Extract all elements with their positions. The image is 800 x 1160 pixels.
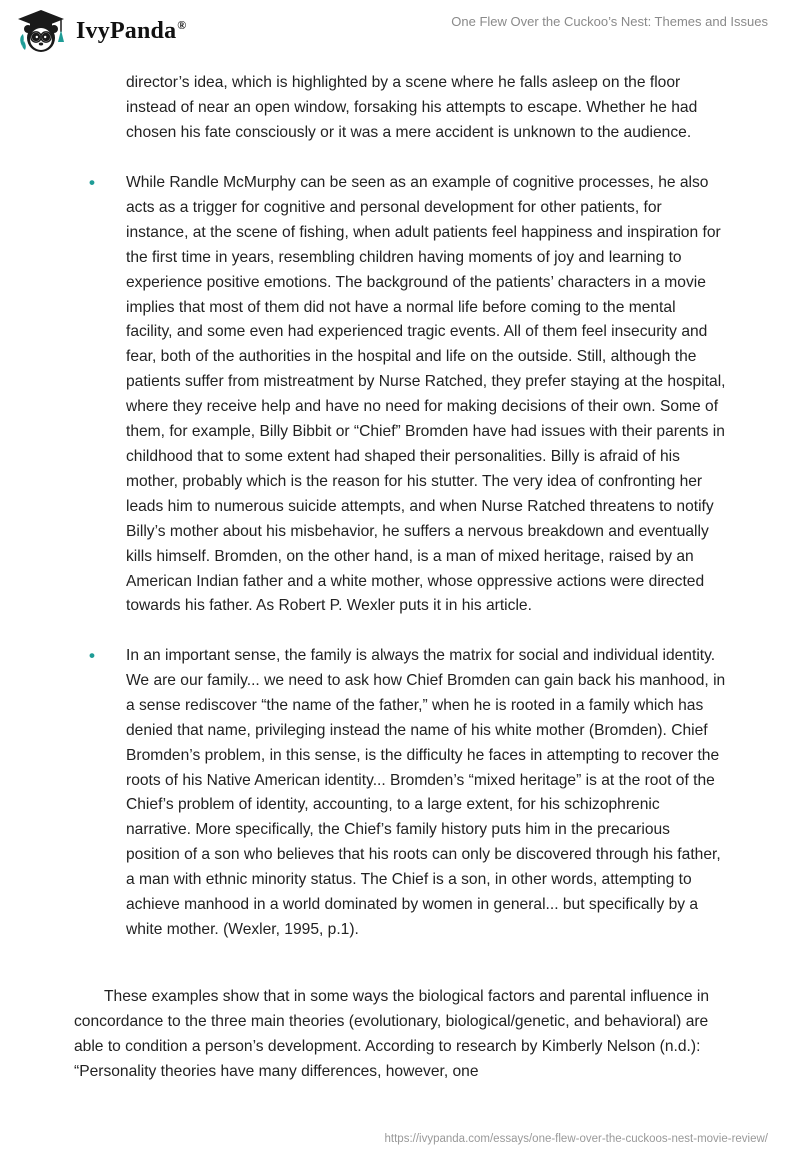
page-header bbox=[0, 0, 800, 62]
brand-name: IvyPanda® bbox=[76, 17, 187, 44]
source-url[interactable]: https://ivypanda.com/essays/one-flew-over-the-cuckoos-nest-movie-review/ bbox=[384, 1133, 768, 1145]
brand-logo[interactable] bbox=[16, 8, 186, 54]
list-item bbox=[89, 171, 726, 619]
continued-text: director’s idea, which is highlighted by a scene where he falls asleep on the floor instead of near an open window, forsaking his attempts to escape. Whether he had chosen his fate consciously or it was a mere accident is unknown to the audience. bbox=[126, 74, 698, 141]
panda-graduate-logo-icon bbox=[16, 8, 66, 54]
body-paragraph: These examples show that in some ways the biological factors and parental influence in concordance to the three main theories (evolutionary, biological/genetic, and behavioral) are able to condition a person’s development. According to research by Kimberly Nelson (n.d.): “Personality theories have many differences, however, one bbox=[74, 988, 710, 1080]
document-title: One Flew Over the Cuckoo’s Nest: Themes and Issues bbox=[451, 14, 768, 29]
bullet-icon: • bbox=[89, 646, 95, 665]
list-item-text: In an important sense, the family is always the matrix for social and individual identity. We are our family... we need to ask how Chief Bromden can gain back his manhood, in a sense rediscover “the name of the father,” when he is rooted in a family which has denied that name, privileging instead the name of his white mother (Bromden). Chief Bromden’s problem, in this sense, is the difficulty he faces in attempting to recover the roots of his Native American identity... Bromden’s “mixed heritage” is at the root of the Chief’s problem of identity, accounting, to a large extent, for his schizophrenic narrative. More specifically, the Chief’s family history puts him in the precarious position of a son who believes that his roots can only be discovered through his father, a man with ethnic minority status. The Chief is a son, in other words, attempting to achieve manhood in a world dominated by women in general... but specifically by a white mother. (Wexler, 1995, p.1). bbox=[126, 647, 726, 938]
list-item bbox=[89, 644, 726, 943]
list-item-text: While Randle McMurphy can be seen as an example of cognitive processes, he also acts as a trigger for cognitive and personal development for other patients, for instance, at the scene of fishing, when adult patients feel happiness and inspiration for the first time in years, resembling children having moments of joy and learning to experience positive emotions. The background of the patients’ characters in a movie implies that most of them did not have a normal life before coming to the mental facility, and some even had experienced tragic events. All of them feel insecurity and fear, both of the authorities in the hospital and life on the outside. Still, although the patients suffer from mistreatment by Nurse Ratched, they prefer staying at the hospital, where they receive help and have no need for making decisions of their own. Some of them, for example, Billy Bibbit or “Chief” Bromden have had issues with their parents in childhood that to some extent had shaped their personalities. Billy is afraid of his mother, probably which is the reason for his stutter. The very idea of confronting her leads him to numerous suicide attempts, and when Nurse Ratched threatens to notify Billy’s mother about his misbehavior, he suffers a nervous breakdown and eventually kills himself. Bromden, on the other hand, is a man of mixed heritage, raised by an American Indian father and a white mother, whose oppressive actions were directed towards his father. As Robert P. Wexler puts it in his article. bbox=[126, 174, 726, 615]
bullet-icon: • bbox=[89, 173, 95, 192]
